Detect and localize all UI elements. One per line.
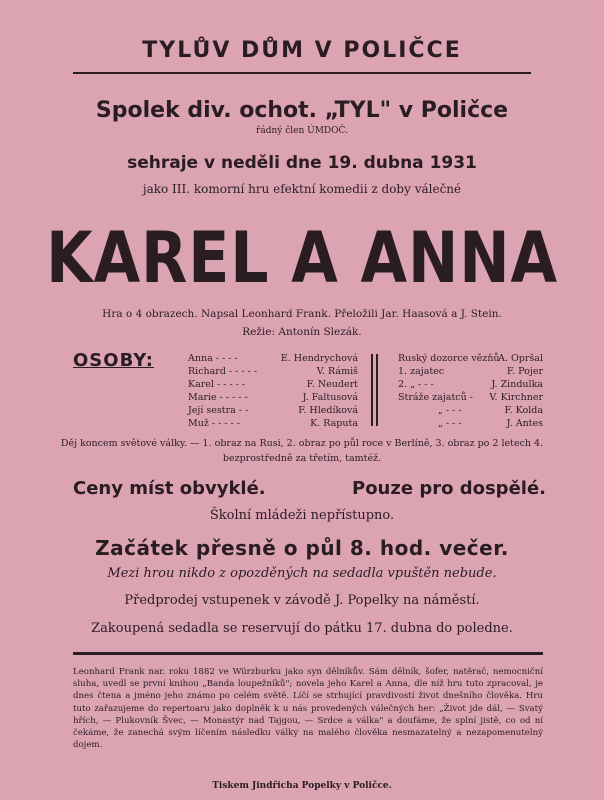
cast-row: [398, 391, 543, 404]
cast-actor: J. Zindulka: [491, 379, 543, 390]
cast-role: „ - - -: [438, 418, 462, 429]
cast-role: 1. zajatec: [398, 366, 445, 377]
cast-divider-right: [376, 354, 378, 426]
cast-divider-left: [371, 354, 373, 426]
bottom-rule: [73, 652, 543, 655]
cast-actor: J. Faltusová: [302, 392, 358, 403]
cast-row: [188, 417, 358, 430]
cast-heading: OSOBY:: [73, 350, 154, 371]
cast-role: „ - - -: [438, 405, 462, 416]
cast-actor: K. Raputa: [310, 418, 358, 429]
cast-role: Richard - - - - -: [188, 366, 258, 377]
cast-actor: F. Kolda: [504, 405, 543, 416]
membership-note: řádný člen ÚMDOČ.: [256, 126, 348, 136]
cast-actor: F. Pojer: [507, 366, 543, 377]
cast-list-right: [398, 352, 543, 430]
start-time: Začátek přesně o půl 8. hod. večer.: [95, 536, 509, 560]
cast-role: Anna - - - -: [188, 353, 238, 364]
play-intro: jako III. komorní hru efektní komedii z doby válečné: [142, 182, 462, 196]
reservation-notice: Zakoupená sedadla se reservují do pátku 17. dubna do poledne.: [91, 621, 513, 636]
cast-role: Ruský dozorce vězňů: [398, 353, 500, 364]
cast-role: 2. „ - - -: [398, 379, 434, 390]
cast-row: [188, 365, 358, 378]
theatre-house-name: TYLŮV DŮM V POLIČCE: [142, 38, 462, 63]
cast-actor: V. Kirchner: [489, 392, 543, 403]
cast-role: Karel - - - - -: [188, 379, 246, 390]
cast-actor: E. Hendrychová: [280, 353, 358, 364]
cast-role: Stráže zajatců -: [398, 392, 473, 403]
cast-row: [188, 352, 358, 365]
adults-only-notice: Pouze pro dospělé.: [352, 478, 546, 499]
play-setting: Děj koncem světové války. — 1. obraz na Rusi, 2. obraz po půl roce v Berlíně, 3. obraz po 2 letech 4. bezprostředně za třetím, tamtéž.: [60, 438, 544, 464]
presale-notice: Předprodej vstupenek v závodě J. Popelky na náměstí.: [124, 593, 480, 608]
play-authors: Hra o 4 obrazech. Napsal Leonhard Frank. Přeložili Jar. Haasová a J. Stein.: [102, 308, 502, 320]
cast-role: Její sestra - -: [188, 405, 249, 416]
cast-row: [188, 378, 358, 391]
performance-date: sehraje v neděli dne 19. dubna 1931: [127, 153, 477, 173]
cast-row: [188, 404, 358, 417]
cast-row: [398, 352, 543, 365]
top-rule: [73, 72, 531, 74]
cast-actor: A. Opršal: [498, 353, 543, 364]
students-notice: Školní mládeži nepřístupno.: [209, 508, 395, 523]
cast-role: Muž - - - - -: [188, 418, 240, 429]
cast-actor: F. Neudert: [306, 379, 358, 390]
cast-list-left: [188, 352, 358, 430]
cast-role: Marie - - - - -: [188, 392, 248, 403]
cast-actor: V. Rámiš: [316, 366, 358, 377]
society-name: Spolek div. ochot. „TYL" v Poličce: [95, 98, 509, 123]
cast-row: [398, 378, 543, 391]
cast-row: [398, 417, 543, 430]
play-title: KAREL A ANNA: [46, 217, 558, 299]
cast-actor: F. Hledíková: [298, 405, 358, 416]
ticket-prices: Ceny míst obvyklé.: [73, 478, 266, 499]
latecomers-notice: Mezi hrou nikdo z opozděných na sedadla vpuštěn nebude.: [107, 566, 497, 581]
cast-actor: J. Antes: [506, 418, 543, 429]
cast-row: [398, 404, 543, 417]
cast-row: [188, 391, 358, 404]
play-director: Režie: Antonín Slezák.: [242, 326, 362, 338]
cast-row: [398, 365, 543, 378]
author-biography: Leonhard Frank nar. roku 1882 ve Würzburku jako syn dělníkův. Sám dělník, šofer, natěrač, nemocniční sluha, uvedl se první knihou „Banda loupežníků"; novela jeho Karel a Anna, dle níž hru tuto zpracoval, je dnes čtena a jméno jeho známo po celém světě. Líčí se strhující pravdivostí život dnešního člověka. Hru tuto zařazujeme do repertoaru jako doplněk k u nás provedených válečných her: „Život jde dál, — Svatý hřích, — Plukovník Švec, — Monastýr nad Tajgou, — Srdce a válka" a doufáme, že splní jistě, co od ní čekáme, že zanechá svým líčením následku války na malého člověka nesmazatelný a nezapomenutelný dojem.: [73, 667, 543, 751]
printer-credit: Tiskem Jindřicha Popelky v Poličce.: [212, 781, 392, 791]
